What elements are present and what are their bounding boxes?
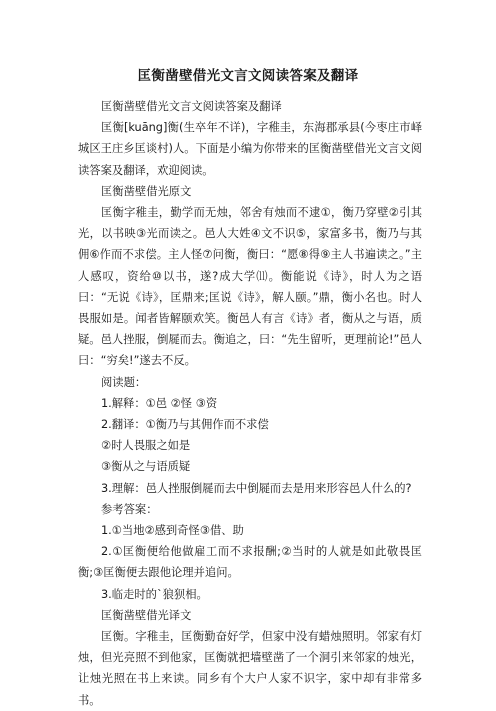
answer-1: 1.①当地②感到奇怪③借、助 <box>101 524 244 538</box>
original-text-paragraph: 匡衡字稚圭，勤学而无烛，邻舍有烛而不逮①，衡乃穿壁②引其光，以书映③光而读之。邑人大姓④文不识⑤，家富多书，衡乃与其佣⑥作而不求偿。主人怪⑦问衡，衡曰：“愿⑧得⑨主人书遍读之。”主人感叹，资给⑩以书，遂?成大学⑾。衡能说《诗》，时人为之语曰：“无说《诗》，匡鼎来;匡说《诗》，解人颐。”鼎，衡小名也。时人畏服如是。闻者皆解颐欢笑。衡邑人有言《诗》者，衡从之与语，质疑。邑人挫服，倒屣而去。衡追之，曰：“先生留听，更理前论!”邑人曰：“穷矣!”遂去不反。 <box>78 206 422 368</box>
answers-heading: 参考答案： <box>101 502 158 516</box>
document-title: 匡衡凿壁借光文言文阅读答案及翻译 <box>137 68 359 84</box>
answer-3: 3.临走时的`狼狈相。 <box>101 587 208 601</box>
question-2-item-3: ③衡从之与语质疑 <box>101 460 191 474</box>
question-1: 1.解释：①邑 ②怪 ③资 <box>101 396 218 410</box>
question-2-item-2: ②时人畏服之如是 <box>101 439 191 453</box>
subtitle-paragraph: 匡衡凿壁借光文言文阅读答案及翻译 <box>101 100 282 113</box>
question-2: 2.翻译：①衡乃与其佣作而不求偿 <box>101 418 269 432</box>
questions-heading: 阅读题： <box>101 375 147 389</box>
section-heading-translation: 匡衡凿壁借光译文 <box>101 608 192 622</box>
translation-paragraph: 匡衡。字稚圭，匡衡勤奋好学，但家中没有蜡烛照明。邻家有灯烛，但光亮照不到他家，匡衡就把墙壁凿了一个洞引来邻家的烛光，让烛光照在书上来读。同乡有个大户人家不识字，家中却有非常多书。 <box>78 630 422 707</box>
intro-paragraph: 匡衡[kuāng]衡(生卒年不详)，字稚圭，东海郡承县(今枣庄市峄城区王庄乡匡谈村)人。下面是小编为你带来的匡衡凿壁借光文言文阅读答案及翻译，欢迎阅读。 <box>78 121 422 177</box>
document-body <box>78 96 422 711</box>
answer-2: 2.①匡衡便给他做雇工而不求报酬;②当时的人就是如此敬畏匡衡;③匡衡便去跟他论理并追问。 <box>78 545 422 580</box>
question-3: 3.理解：邑人挫服倒屣而去中倒屣而去是用来形容邑人什么的? <box>101 481 412 495</box>
section-heading-original: 匡衡凿壁借光原文 <box>101 184 192 198</box>
